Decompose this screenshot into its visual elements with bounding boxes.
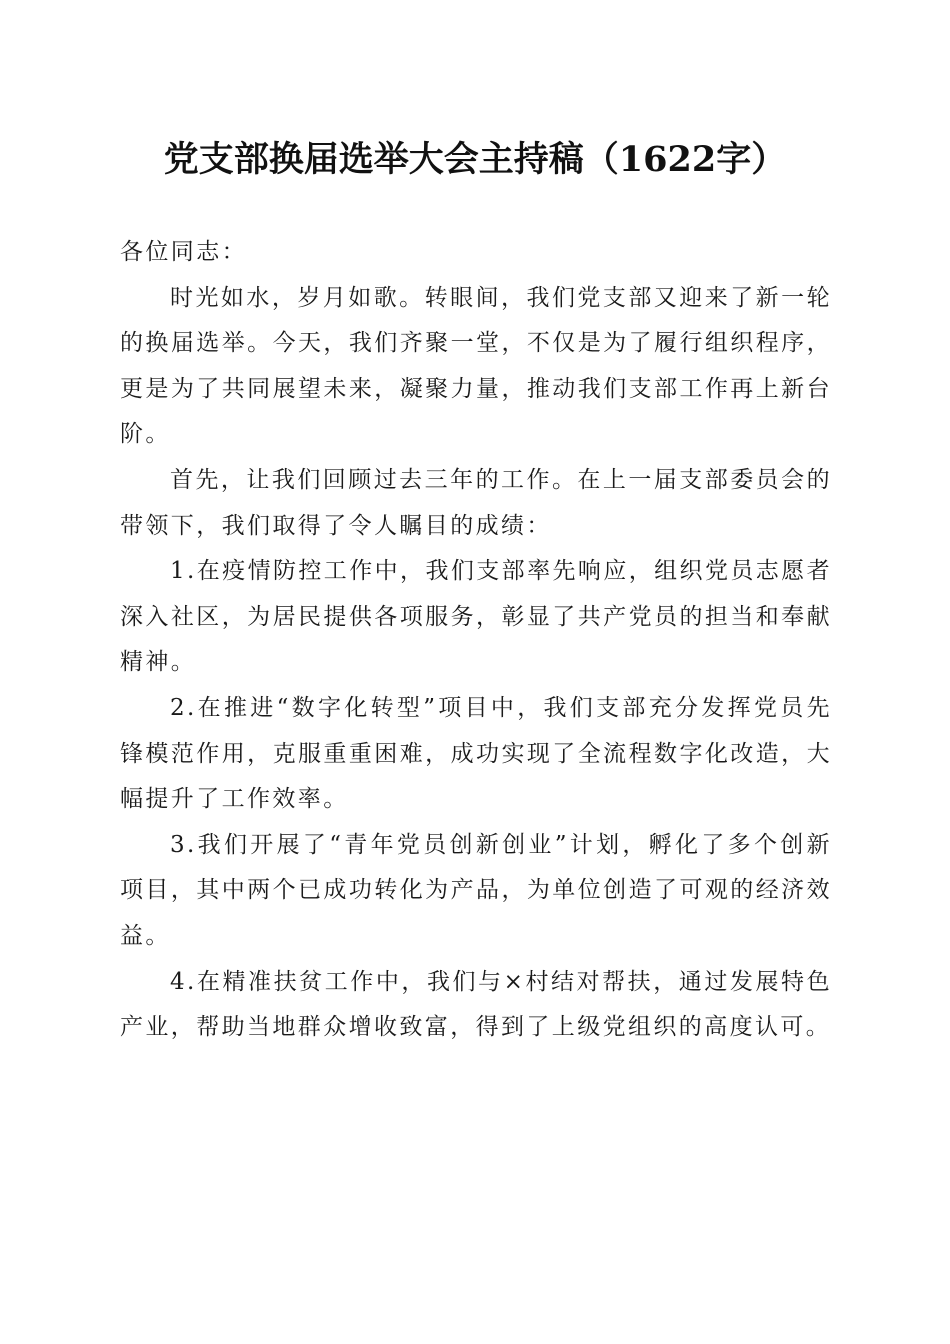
- list-item-2: 2.在推进“数字化转型”项目中，我们支部充分发挥党员先锋模范作用，克服重重困难，成功实现了全流程数字化改造，大幅提升了工作效率。: [120, 694, 832, 813]
- list-item-3: 3.我们开展了“青年党员创新创业”计划，孵化了多个创新项目，其中两个已成功转化为产品，为单位创造了可观的经济效益。: [120, 831, 832, 949]
- salutation: 各位同志：: [120, 239, 247, 265]
- list-item-4: 4.在精准扶贫工作中，我们与×村结对帮扶，通过发展特色产业，帮助当地群众增收致富，得到了上级党组织的高度认可。: [120, 968, 832, 1041]
- paragraph-review: 首先，让我们回顾过去三年的工作。在上一届支部委员会的带领下，我们取得了令人瞩目的成绩：: [120, 466, 832, 539]
- document-title: 党支部换届选举大会主持稿（1622字）: [163, 139, 787, 180]
- paragraph-intro: 时光如水，岁月如歌。转眼间，我们党支部又迎来了新一轮的换届选举。今天，我们齐聚一堂，不仅是为了履行组织程序，更是为了共同展望未来，凝聚力量，推动我们支部工作再上新台阶。: [120, 284, 832, 448]
- list-item-1: 1.在疫情防控工作中，我们支部率先响应，组织党员志愿者深入社区，为居民提供各项服务，彰显了共产党员的担当和奉献精神。: [120, 558, 832, 676]
- document-body: [120, 230, 832, 1051]
